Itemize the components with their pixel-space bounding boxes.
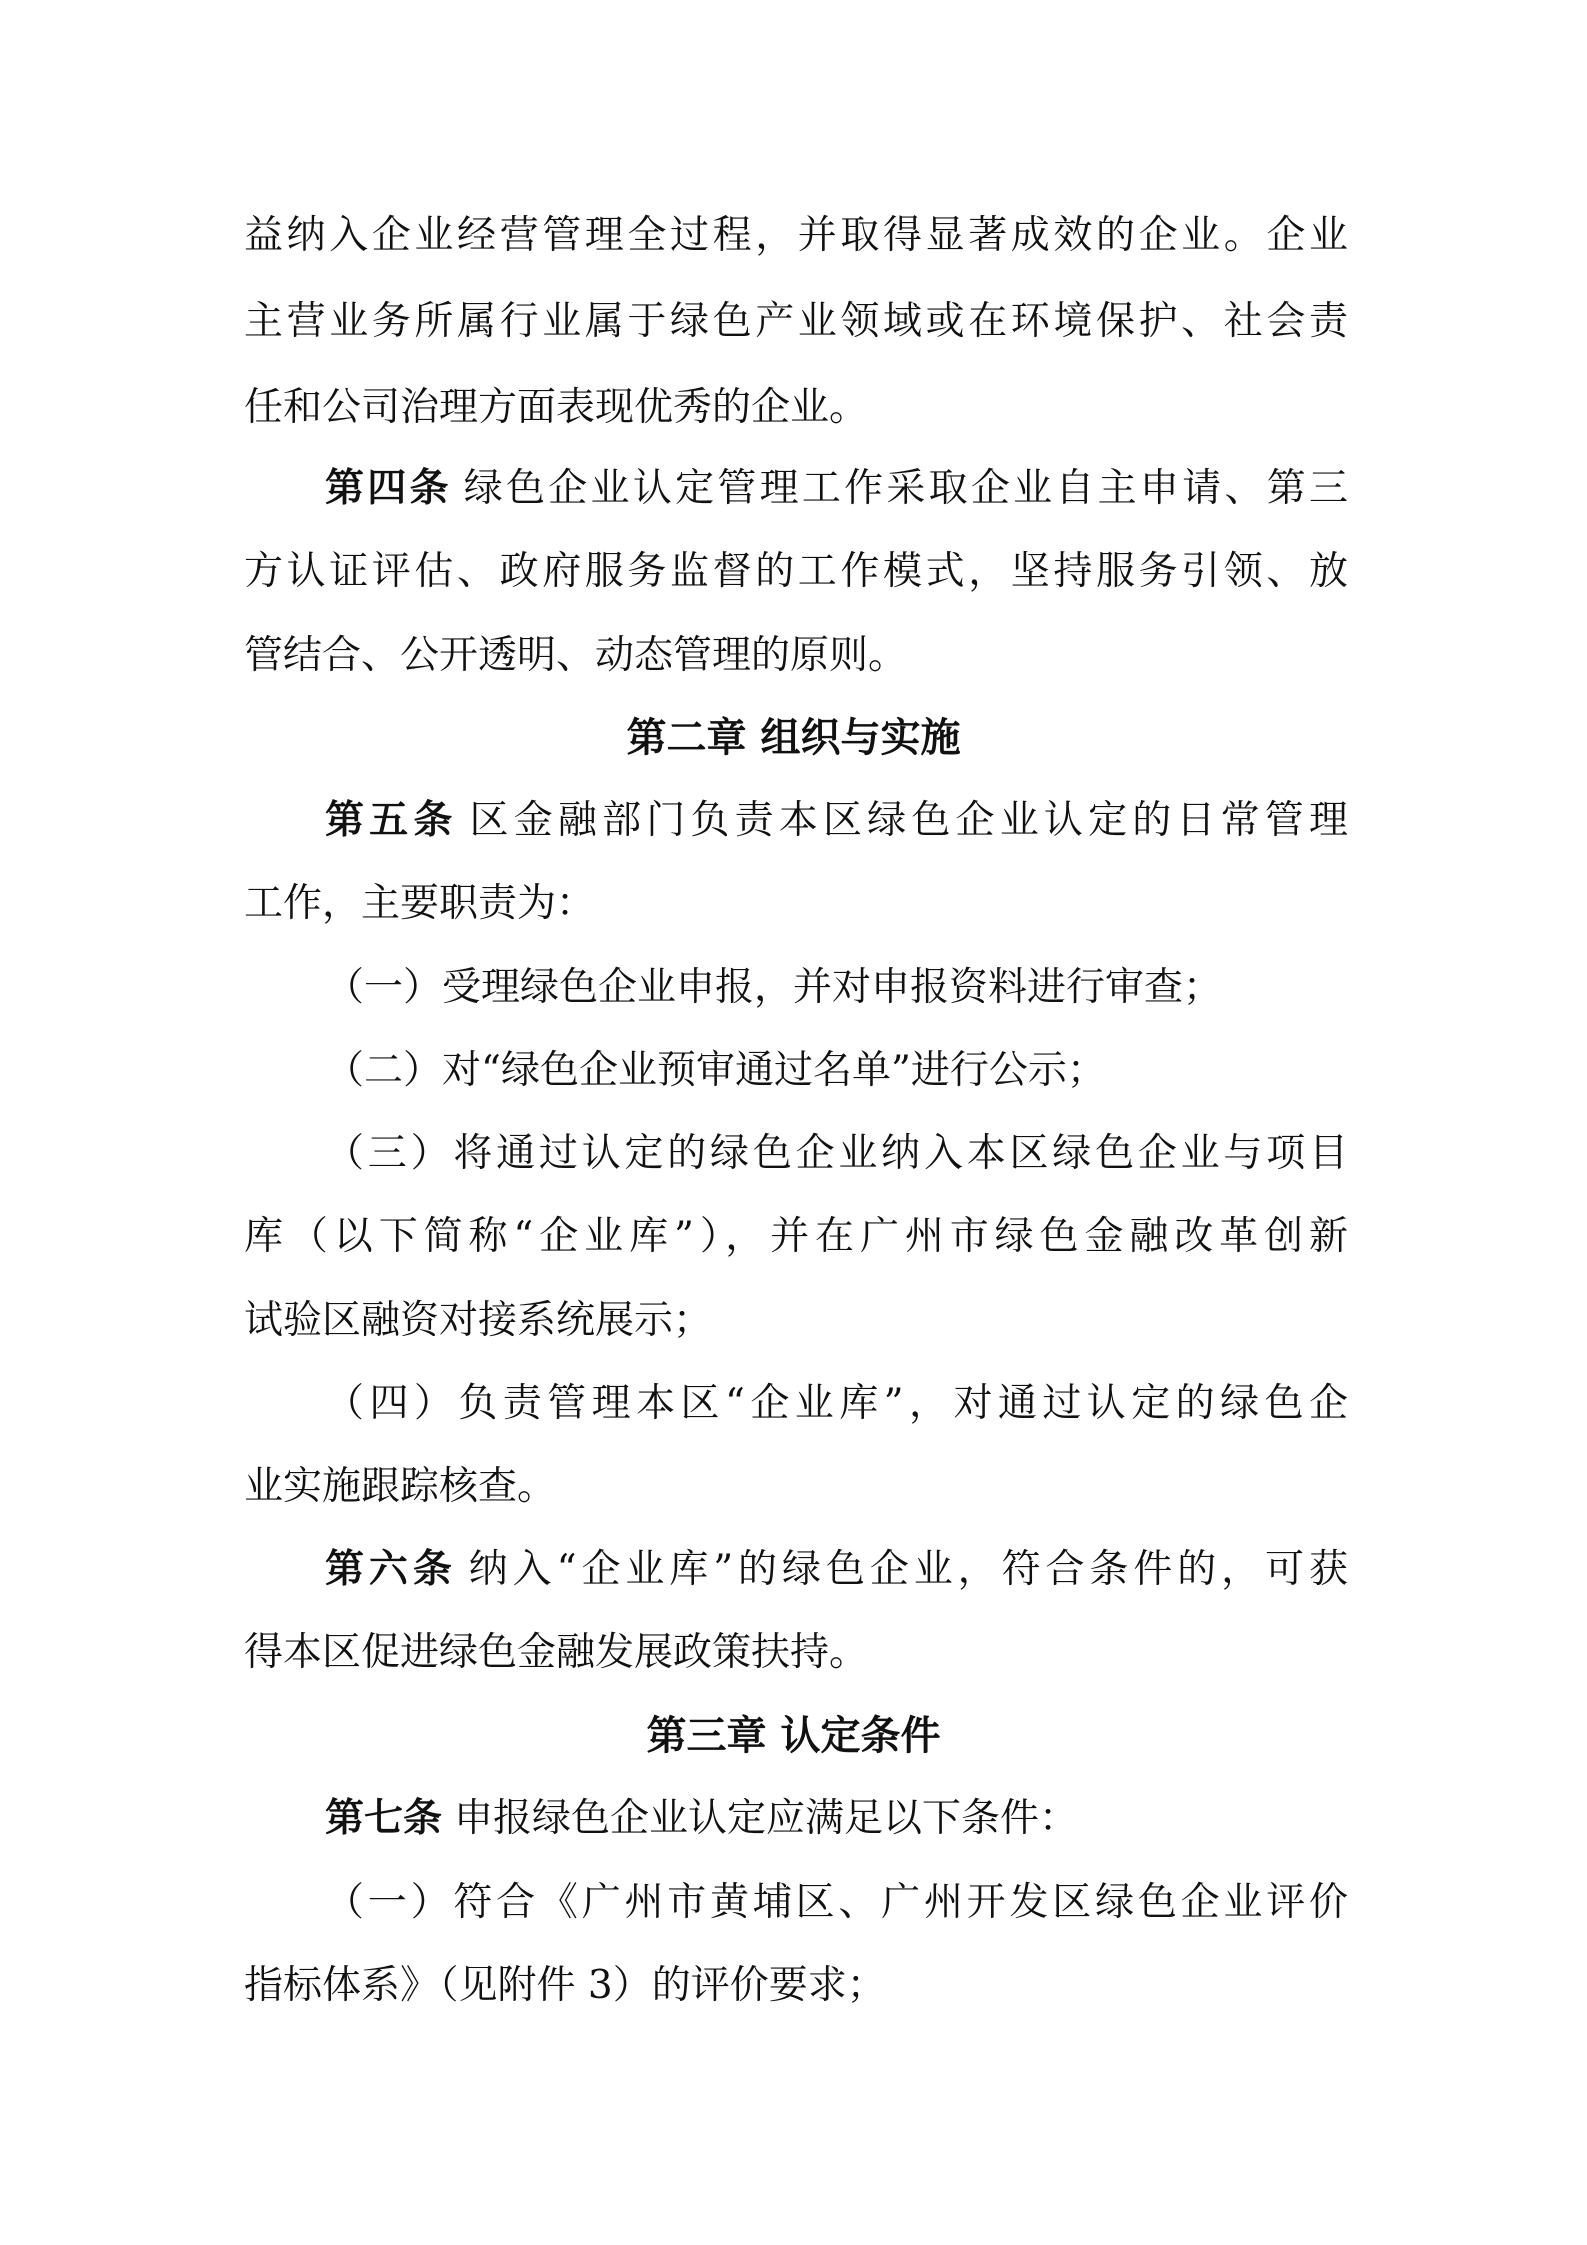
article-label: 第五条 (325, 798, 458, 843)
text-line: 主营业务所属行业属于绿色产业领域或在环境保护、社会责 (244, 299, 1348, 344)
article-first-line (325, 1546, 1348, 1594)
article-first-line (325, 465, 1348, 513)
text-line: 业实施跟踪核查。 (244, 1464, 557, 1509)
list-item: （四）负责管理本区“企业库”，对通过认定的绿色企 (325, 1381, 1348, 1426)
article-text: 申报绿色企业认定应满足以下条件： (454, 1796, 1079, 1841)
article-text: 绿色企业认定管理工作采取企业自主申请、第三 (463, 466, 1348, 511)
list-item: （一）符合《广州市黄埔区、广州开发区绿色企业评价 (325, 1880, 1348, 1925)
chapter-heading: 第二章 组织与实施 (626, 715, 961, 761)
article-text: 区金融部门负责本区绿色企业认定的日常管理 (469, 798, 1348, 843)
article-text: 纳入“企业库”的绿色企业，符合条件的，可获 (468, 1547, 1348, 1592)
text-line: 库（以下简称“企业库”），并在广州市绿色金融改革创新 (244, 1214, 1348, 1259)
text-line: 任和公司治理方面表现优秀的企业。 (244, 385, 869, 430)
article-label: 第四条 (325, 466, 452, 511)
list-item: （三）将通过认定的绿色企业纳入本区绿色企业与项目 (325, 1131, 1348, 1176)
text-line: 试验区融资对接系统展示； (244, 1298, 713, 1343)
text-line: 指标体系》（见附件 3）的评价要求； (244, 1963, 886, 2008)
list-item: （一）受理绿色企业申报，并对申报资料进行审查； (325, 965, 1223, 1010)
chapter-heading: 第三章 认定条件 (646, 1713, 941, 1759)
text-line: 工作，主要职责为： (244, 881, 596, 926)
article-first-line (325, 797, 1348, 845)
article-label: 第七条 (325, 1796, 443, 1841)
text-line: 益纳入企业经营管理全过程，并取得显著成效的企业。企业 (244, 213, 1348, 258)
article-first-line (325, 1795, 1348, 1843)
list-item: （二）对“绿色企业预审通过名单”进行公示； (325, 1048, 1106, 1093)
text-line: 管结合、公开透明、动态管理的原则。 (244, 633, 908, 678)
text-line: 得本区促进绿色金融发展政策扶持。 (244, 1630, 869, 1675)
article-label: 第六条 (325, 1547, 457, 1592)
text-line: 方认证评估、政府服务监督的工作模式，坚持服务引领、放 (244, 549, 1348, 594)
